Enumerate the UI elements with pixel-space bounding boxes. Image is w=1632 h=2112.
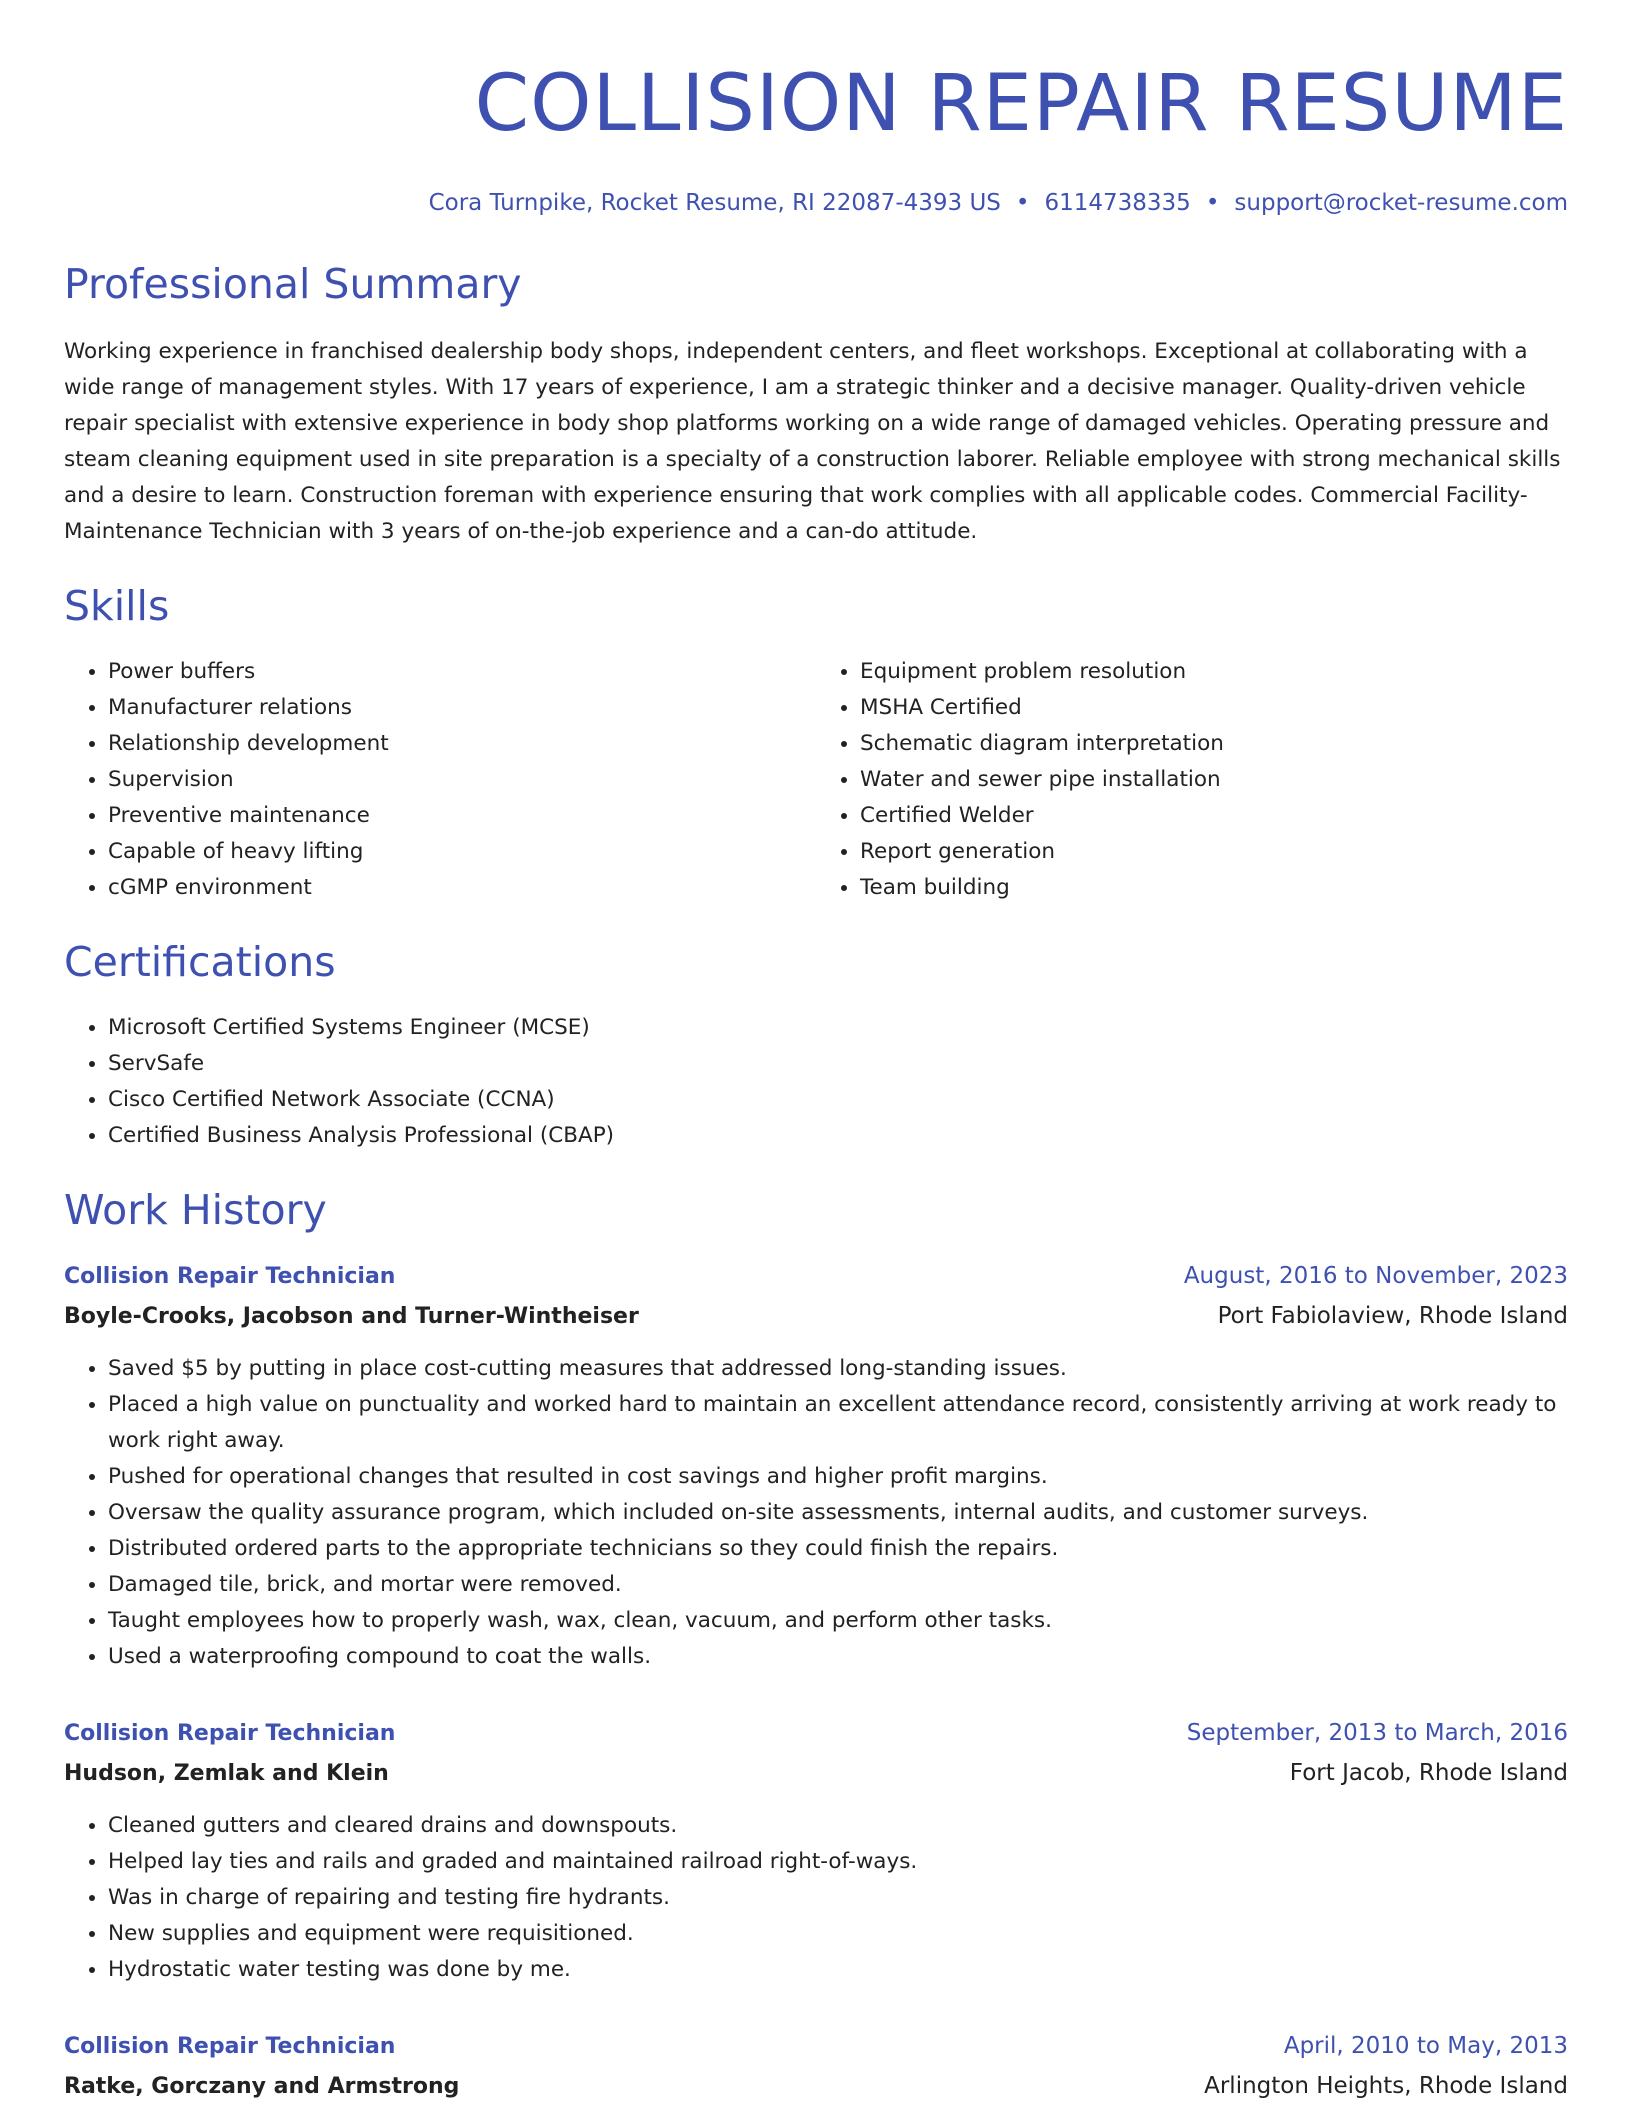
certification-item: • ServSafe [108, 1046, 1568, 1082]
work-history [64, 1258, 1568, 2105]
certification-item: • Microsoft Certified Systems Engineer (MCSE) [108, 1010, 1568, 1046]
certifications-list [64, 1010, 1568, 1154]
job-duty-item: • Saved $5 by putting in place cost-cutting measures that addressed long-standing issues. [108, 1351, 1568, 1387]
job-duty-item: • Distributed ordered parts to the appropriate technicians so they could finish the repairs. [108, 1531, 1568, 1567]
job-duty-item: • Placed a high value on punctuality and worked hard to maintain an excellent attendance record, consistently arriving at work ready to work right away. [108, 1387, 1568, 1459]
job-duty-item: • New supplies and equipment were requisitioned. [108, 1916, 1568, 1952]
job-title: Collision Repair Technician [64, 1721, 396, 1746]
skill-item: • Relationship development [108, 726, 816, 762]
job-location: Arlington Heights, Rhode Island [1204, 2073, 1568, 2099]
resume-title: COLLISION REPAIR RESUME [474, 59, 1568, 149]
skill-item: • cGMP environment [108, 870, 816, 906]
job-entry [64, 2028, 1568, 2105]
job-duty-item: • Taught employees how to properly wash, wax, clean, vacuum, and perform other tasks. [108, 1603, 1568, 1639]
job-entry [64, 1715, 1568, 1988]
job-title-row [64, 1715, 1568, 1752]
skill-item: • Certified Welder [860, 798, 1568, 834]
certifications-heading: Certifications [64, 938, 336, 986]
certification-item: • Certified Business Analysis Professional (CBAP) [108, 1118, 1568, 1154]
job-duty-item: • Damaged tile, brick, and mortar were removed. [108, 1567, 1568, 1603]
job-duty-item: • Pushed for operational changes that resulted in cost savings and higher profit margins. [108, 1459, 1568, 1495]
skill-item: • Report generation [860, 834, 1568, 870]
skill-item: • Manufacturer relations [108, 690, 816, 726]
job-duty-item: • Used a waterproofing compound to coat the walls. [108, 1639, 1568, 1675]
job-company-row [64, 1295, 1568, 1335]
skill-item: • Preventive maintenance [108, 798, 816, 834]
job-location: Fort Jacob, Rhode Island [1289, 1760, 1568, 1786]
skill-item: • Power buffers [108, 654, 816, 690]
certification-item: • Cisco Certified Network Associate (CCNA) [108, 1082, 1568, 1118]
contact-address: Cora Turnpike, Rocket Resume, RI 22087-4393 US [428, 190, 1001, 216]
skill-item: • Team building [860, 870, 1568, 906]
job-company-row [64, 1752, 1568, 1792]
job-company: Hudson, Zemlak and Klein [64, 1761, 389, 1786]
job-duty-item: • Helped lay ties and rails and graded and maintained railroad right-of-ways. [108, 1844, 1568, 1880]
job-company: Boyle-Crooks, Jacobson and Turner-Wintheiser [64, 1304, 639, 1329]
skill-item: • MSHA Certified [860, 690, 1568, 726]
skill-item: • Equipment problem resolution [860, 654, 1568, 690]
skills-list-right [816, 654, 1568, 906]
job-dates: August, 2016 to November, 2023 [1183, 1263, 1568, 1289]
skills-list-left [64, 654, 816, 906]
job-title-row [64, 2028, 1568, 2065]
contact-separator: • [1205, 190, 1220, 216]
job-duty-item: • Oversaw the quality assurance program, which included on-site assessments, internal audits, and customer surveys. [108, 1495, 1568, 1531]
job-entry [64, 1258, 1568, 1675]
contact-line [64, 188, 1568, 218]
skills-grid [64, 654, 1568, 906]
skill-item: • Supervision [108, 762, 816, 798]
contact-separator: • [1015, 190, 1030, 216]
job-company: Ratke, Gorczany and Armstrong [64, 2074, 460, 2099]
job-title: Collision Repair Technician [64, 1264, 396, 1289]
skill-item: • Capable of heavy lifting [108, 834, 816, 870]
job-duty-item: • Hydrostatic water testing was done by me. [108, 1952, 1568, 1988]
job-duties-list [64, 1808, 1568, 1988]
skill-item: • Water and sewer pipe installation [860, 762, 1568, 798]
job-company-row [64, 2065, 1568, 2105]
job-duty-item: • Was in charge of repairing and testing fire hydrants. [108, 1880, 1568, 1916]
job-dates: April, 2010 to May, 2013 [1283, 2033, 1568, 2059]
job-location: Port Fabiolaview, Rhode Island [1217, 1303, 1568, 1329]
job-title-row [64, 1258, 1568, 1295]
summary-text: Working experience in franchised dealership body shops, independent centers, and fleet workshops. Exceptional at collaborating with a wide range of management styles. With 17 years of experience, I am a strategic thinker and a decisive manager. Quality-driven vehicle repair specialist with extensive experience in body shop platforms working on a wide range of damaged vehicles. Operating pressure and steam cleaning equipment used in site preparation is a specialty of a construction laborer. Reliable employee with strong mechanical skills and a desire to learn. Construction foreman with experience ensuring that work complies with all applicable codes. Commercial Facility-Maintenance Technician with 3 years of on-the-job experience and a can-do attitude. [64, 339, 1561, 544]
summary-heading: Professional Summary [64, 260, 522, 308]
job-title: Collision Repair Technician [64, 2034, 396, 2059]
skill-item: • Schematic diagram interpretation [860, 726, 1568, 762]
job-duties-list [64, 1351, 1568, 1675]
contact-email[interactable]: support@rocket-resume.com [1234, 190, 1568, 216]
skills-heading: Skills [64, 582, 170, 630]
job-dates: September, 2013 to March, 2016 [1186, 1720, 1568, 1746]
contact-phone: 6114738335 [1044, 190, 1191, 216]
work-history-heading: Work History [64, 1186, 327, 1234]
job-duty-item: • Cleaned gutters and cleared drains and downspouts. [108, 1808, 1568, 1844]
